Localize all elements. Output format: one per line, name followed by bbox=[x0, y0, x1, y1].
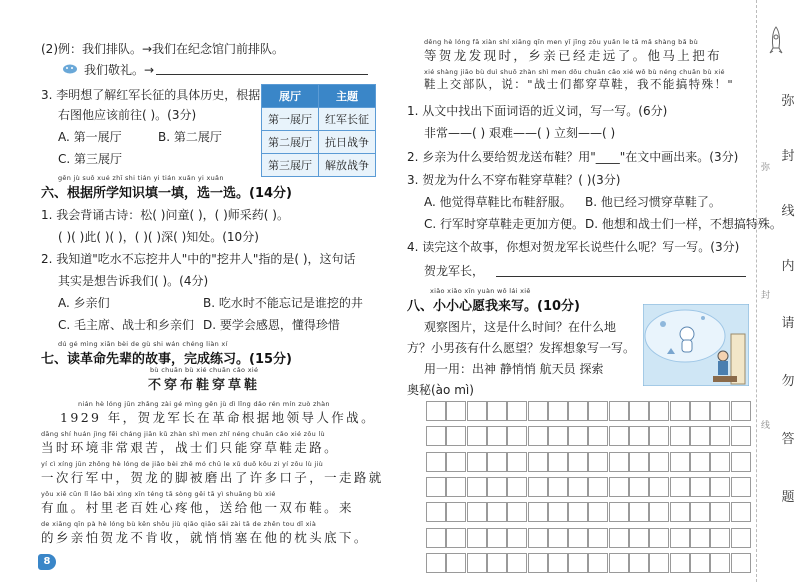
grid-cell[interactable] bbox=[507, 426, 527, 446]
story-pinyin: de xiāng qīn pà hè lóng bù kěn shōu jiù qiāo qiāo sāi zài tā de zhěn tou dǐ xià bbox=[41, 520, 317, 528]
grid-cell[interactable] bbox=[710, 426, 730, 446]
sec6-title: 六、根据所学知识填一填，选一选。(14分) bbox=[41, 186, 292, 201]
table-cell: 第二展厅 bbox=[262, 131, 319, 154]
dream-illustration bbox=[643, 304, 749, 386]
grid-cell[interactable] bbox=[548, 553, 568, 573]
r4-line2: 贺龙军长， bbox=[424, 264, 485, 278]
story-pinyin: dāng shí huán jìng fēi cháng jiān kǔ zhàn shì men zhǐ néng chuān cǎo xié zǒu lù bbox=[41, 430, 325, 438]
table-header: 主题 bbox=[319, 85, 376, 108]
s6q2-line1: 2. 我知道"吃水不忘挖井人"中的"挖井人"指的是( )，这句话 bbox=[41, 252, 356, 266]
grid-cell[interactable] bbox=[467, 477, 487, 497]
grid-cell[interactable] bbox=[507, 502, 527, 522]
grid-cell[interactable] bbox=[710, 502, 730, 522]
r4-line1: 4. 读完这个故事，你想对贺龙军长说些什么呢？写一写。(3分) bbox=[407, 240, 740, 254]
grid-cell[interactable] bbox=[528, 528, 548, 548]
story-line: 一次行军中，贺龙的脚被磨出了许多口子，一走路就 bbox=[41, 470, 384, 485]
sec7-title: 七、读革命先辈的故事，完成练习。(15分) bbox=[41, 352, 292, 367]
grid-cell[interactable] bbox=[467, 528, 487, 548]
q3-line2: 右图他应该前往( )。(3分) bbox=[58, 108, 197, 122]
grid-cell[interactable] bbox=[568, 426, 588, 446]
grid-cell[interactable] bbox=[629, 401, 649, 421]
grid-cell[interactable] bbox=[629, 502, 649, 522]
grid-cell[interactable] bbox=[731, 553, 751, 573]
grid-cell[interactable] bbox=[487, 452, 507, 472]
grid-cell[interactable] bbox=[649, 528, 669, 548]
grid-cell[interactable] bbox=[507, 452, 527, 472]
r1-line1: 1. 从文中找出下面词语的近义词，写一写。(6分) bbox=[407, 104, 668, 118]
grid-cell[interactable] bbox=[528, 477, 548, 497]
grid-cell[interactable] bbox=[426, 528, 446, 548]
answer-line[interactable] bbox=[156, 74, 368, 75]
s6q2-line2: 其实是想告诉我们( )。(4分) bbox=[58, 274, 209, 288]
grid-cell[interactable] bbox=[446, 452, 466, 472]
grid-cell[interactable] bbox=[690, 528, 710, 548]
s8-line1: 观察图片，这是什么时间？在什么地 bbox=[424, 320, 617, 334]
story-line: 1929 年，贺龙军长在革命根据地领导人作战。 bbox=[60, 410, 376, 425]
sec7-pinyin: dú gé mìng xiān bèi de gù shi wán chéng liàn xí bbox=[58, 340, 228, 348]
grid-cell[interactable] bbox=[609, 528, 629, 548]
grid-cell[interactable] bbox=[649, 401, 669, 421]
grid-cell[interactable] bbox=[690, 477, 710, 497]
sec8-title: 八、小小心愿我来写。(10分) bbox=[407, 299, 580, 314]
grid-cell[interactable] bbox=[548, 477, 568, 497]
grid-cell[interactable] bbox=[467, 502, 487, 522]
grid-cell[interactable] bbox=[670, 553, 690, 573]
grid-cell[interactable] bbox=[670, 426, 690, 446]
grid-cell[interactable] bbox=[568, 502, 588, 522]
grid-cell[interactable] bbox=[649, 426, 669, 446]
q2-salute: 我们敬礼。→ bbox=[84, 63, 155, 77]
grid-cell[interactable] bbox=[731, 528, 751, 548]
grid-cell[interactable] bbox=[507, 553, 527, 573]
q2-example: (2)例：我们排队。→我们在纪念馆门前排队。 bbox=[41, 42, 285, 56]
grid-cell[interactable] bbox=[548, 528, 568, 548]
grid-cell[interactable] bbox=[588, 528, 608, 548]
grid-cell[interactable] bbox=[568, 553, 588, 573]
spine-char: 请 bbox=[781, 316, 795, 331]
grid-cell[interactable] bbox=[690, 401, 710, 421]
grid-cell[interactable] bbox=[710, 528, 730, 548]
grid-cell[interactable] bbox=[731, 401, 751, 421]
grid-cell[interactable] bbox=[629, 528, 649, 548]
grid-cell[interactable] bbox=[467, 452, 487, 472]
grid-cell[interactable] bbox=[487, 528, 507, 548]
r3-line1: 3. 贺龙为什么不穿布鞋穿草鞋？( )(3分) bbox=[407, 173, 621, 187]
grid-cell[interactable] bbox=[670, 528, 690, 548]
grid-cell[interactable] bbox=[588, 502, 608, 522]
spine-char: 弥 bbox=[781, 94, 795, 109]
story-title-pinyin: bù chuān bù xié chuān cǎo xié bbox=[150, 366, 259, 374]
grid-cell[interactable] bbox=[690, 553, 710, 573]
table-cell: 抗日战争 bbox=[319, 131, 376, 154]
grid-cell[interactable] bbox=[588, 477, 608, 497]
table-cell: 解放战争 bbox=[319, 154, 376, 177]
grid-cell[interactable] bbox=[609, 553, 629, 573]
grid-cell[interactable] bbox=[507, 401, 527, 421]
grid-cell[interactable] bbox=[670, 401, 690, 421]
q3-option-a[interactable]: A. 第一展厅 bbox=[58, 130, 122, 144]
grid-cell[interactable] bbox=[649, 502, 669, 522]
grid-cell[interactable] bbox=[467, 553, 487, 573]
grid-cell[interactable] bbox=[528, 502, 548, 522]
grid-cell[interactable] bbox=[670, 452, 690, 472]
grid-cell[interactable] bbox=[690, 502, 710, 522]
story-line: 等贺龙发现时，乡亲已经走远了。他马上把布 bbox=[424, 48, 723, 63]
s6q2-option-c[interactable]: C. 毛主席、战士和乡亲们 bbox=[58, 318, 195, 332]
grid-cell[interactable] bbox=[670, 477, 690, 497]
grid-cell[interactable] bbox=[446, 553, 466, 573]
s8-line4: 奥秘(ào mì) bbox=[407, 383, 474, 397]
grid-cell[interactable] bbox=[629, 426, 649, 446]
spine-small-char: 线 bbox=[761, 421, 771, 431]
grid-cell[interactable] bbox=[507, 477, 527, 497]
q3-line1: 3. 李明想了解红军长征的具体历史，根据 bbox=[41, 88, 261, 102]
grid-cell[interactable] bbox=[670, 502, 690, 522]
q3-option-b[interactable]: B. 第二展厅 bbox=[158, 130, 222, 144]
grid-cell[interactable] bbox=[426, 553, 446, 573]
r3-option-b[interactable]: B. 他已经习惯穿草鞋了。 bbox=[585, 195, 721, 209]
exhibition-hall-table bbox=[261, 84, 376, 177]
spine-char: 线 bbox=[781, 204, 795, 219]
rocket-icon bbox=[769, 26, 783, 54]
story-pinyin: yǒu xiě cūn lǐ lǎo bǎi xìng xīn téng tā sòng gěi tā yì shuāng bù xié bbox=[41, 490, 276, 498]
r3-option-a[interactable]: A. 他觉得草鞋比布鞋舒服。 bbox=[424, 195, 572, 209]
grid-cell[interactable] bbox=[568, 528, 588, 548]
grid-cell[interactable] bbox=[446, 502, 466, 522]
grid-cell[interactable] bbox=[710, 401, 730, 421]
answer-line[interactable] bbox=[496, 276, 746, 277]
grid-cell[interactable] bbox=[487, 502, 507, 522]
spine-char: 内 bbox=[781, 259, 795, 274]
grid-cell[interactable] bbox=[487, 426, 507, 446]
spine-small-char: 弥 bbox=[761, 163, 771, 173]
grid-cell[interactable] bbox=[609, 502, 629, 522]
grid-cell[interactable] bbox=[710, 553, 730, 573]
grid-cell[interactable] bbox=[609, 477, 629, 497]
grid-cell[interactable] bbox=[548, 426, 568, 446]
s6q2-option-d[interactable]: D. 要学会感恩，懂得珍惜 bbox=[203, 318, 340, 332]
grid-cell[interactable] bbox=[548, 452, 568, 472]
story-line: 鞋上交部队，说："战士们都穿草鞋，我不能搞特殊！" bbox=[424, 77, 735, 91]
table-cell: 第一展厅 bbox=[262, 108, 319, 131]
grid-cell[interactable] bbox=[426, 426, 446, 446]
grid-cell[interactable] bbox=[528, 553, 548, 573]
s8-line3: 用一用：出神 静悄悄 航天员 探索 bbox=[424, 362, 604, 376]
grid-cell[interactable] bbox=[588, 401, 608, 421]
grid-cell[interactable] bbox=[609, 426, 629, 446]
r3-option-c[interactable]: C. 行军时穿草鞋走更加方便。 bbox=[424, 217, 585, 231]
sec8-pinyin: xiǎo xiǎo xīn yuàn wǒ lái xiě bbox=[430, 287, 531, 295]
grid-cell[interactable] bbox=[629, 477, 649, 497]
grid-cell[interactable] bbox=[446, 401, 466, 421]
grid-cell[interactable] bbox=[731, 477, 751, 497]
s6q2-option-b[interactable]: B. 吃水时不能忘记是谁挖的井 bbox=[203, 296, 363, 310]
grid-cell[interactable] bbox=[426, 502, 446, 522]
grid-cell[interactable] bbox=[649, 477, 669, 497]
sec6-pinyin: gēn jù suǒ xué zhī shi tián yi tián xuǎn yi xuǎn bbox=[58, 174, 224, 182]
grid-cell[interactable] bbox=[731, 426, 751, 446]
grid-cell[interactable] bbox=[710, 477, 730, 497]
grid-cell[interactable] bbox=[710, 452, 730, 472]
grid-cell[interactable] bbox=[528, 452, 548, 472]
story-pinyin: yí cì xíng jūn zhōng hè lóng de jiǎo bèi zhē mó chū le xǔ duō kǒu zi yí zǒu lù jiù bbox=[41, 460, 324, 468]
grid-cell[interactable] bbox=[446, 477, 466, 497]
story-line: 当时环境非常艰苦，战士们只能穿草鞋走路。 bbox=[41, 440, 340, 455]
grid-cell[interactable] bbox=[588, 452, 608, 472]
grid-cell[interactable] bbox=[426, 452, 446, 472]
r2: 2. 乡亲为什么要给贺龙送布鞋？用"____"在文中画出来。(3分) bbox=[407, 150, 739, 164]
grid-cell[interactable] bbox=[507, 528, 527, 548]
grid-cell[interactable] bbox=[528, 426, 548, 446]
spine-small-char: 封 bbox=[761, 291, 771, 301]
grid-cell[interactable] bbox=[588, 553, 608, 573]
grid-cell[interactable] bbox=[446, 426, 466, 446]
grid-cell[interactable] bbox=[731, 452, 751, 472]
spine-char: 勿 bbox=[781, 374, 795, 389]
grid-cell[interactable] bbox=[426, 477, 446, 497]
page-number: 8 bbox=[38, 554, 56, 570]
grid-cell[interactable] bbox=[487, 401, 507, 421]
table-header: 展厅 bbox=[262, 85, 319, 108]
salute-icon bbox=[62, 59, 78, 71]
grid-cell[interactable] bbox=[426, 401, 446, 421]
grid-cell[interactable] bbox=[609, 401, 629, 421]
s6q1-line1: 1. 我会背诵古诗：松( )问童( )，( )师采药( )。 bbox=[41, 208, 289, 222]
story-pinyin: xié shàng jiāo bù duì shuō zhàn shì men dōu chuān cǎo xié wǒ bù néng chuān bù xié bbox=[424, 68, 725, 76]
grid-cell[interactable] bbox=[548, 502, 568, 522]
grid-cell[interactable] bbox=[568, 477, 588, 497]
s6q2-option-a[interactable]: A. 乡亲们 bbox=[58, 296, 110, 310]
grid-cell[interactable] bbox=[629, 553, 649, 573]
story-pinyin: nián hè lóng jūn zhǎng zài gé mìng gēn jù dì lǐng dǎo rén mín zuò zhàn bbox=[78, 400, 330, 408]
grid-cell[interactable] bbox=[487, 553, 507, 573]
r1-line2: 非常——( ) 艰难——( ) 立刻——( ) bbox=[424, 126, 616, 140]
grid-cell[interactable] bbox=[467, 401, 487, 421]
grid-cell[interactable] bbox=[548, 401, 568, 421]
grid-cell[interactable] bbox=[446, 528, 466, 548]
grid-cell[interactable] bbox=[609, 452, 629, 472]
grid-cell[interactable] bbox=[731, 502, 751, 522]
grid-cell[interactable] bbox=[528, 401, 548, 421]
spine-char: 封 bbox=[781, 149, 795, 164]
story-pinyin: děng hè lóng fā xiàn shí xiāng qīn men yǐ jīng zǒu yuǎn le tā mǎ shàng bǎ bù bbox=[424, 38, 699, 46]
story-line: 有血。村里老百姓心疼他，送给他一双布鞋。来 bbox=[41, 500, 354, 515]
q3-option-c[interactable]: C. 第三展厅 bbox=[58, 152, 123, 166]
grid-cell[interactable] bbox=[690, 452, 710, 472]
table-cell: 红军长征 bbox=[319, 108, 376, 131]
story-title: 不穿布鞋穿草鞋 bbox=[148, 378, 261, 393]
grid-cell[interactable] bbox=[629, 452, 649, 472]
table-cell: 第三展厅 bbox=[262, 154, 319, 177]
r3-option-d[interactable]: D. 他想和战士们一样，不想搞特殊。 bbox=[585, 217, 782, 231]
grid-cell[interactable] bbox=[467, 426, 487, 446]
spine-char: 答 bbox=[781, 432, 795, 447]
grid-cell[interactable] bbox=[568, 401, 588, 421]
grid-cell[interactable] bbox=[649, 452, 669, 472]
spine-char: 题 bbox=[781, 490, 795, 505]
grid-cell[interactable] bbox=[690, 426, 710, 446]
s6q1-line2: ( )( )此( )( )，( )( )深( )知处。(10分) bbox=[58, 230, 259, 244]
grid-cell[interactable] bbox=[568, 452, 588, 472]
grid-cell[interactable] bbox=[588, 426, 608, 446]
grid-cell[interactable] bbox=[487, 477, 507, 497]
s8-line2: 方？小男孩有什么愿望？发挥想象写一写。 bbox=[407, 341, 636, 355]
grid-cell[interactable] bbox=[649, 553, 669, 573]
story-line: 的乡亲怕贺龙不肯收，就悄悄塞在他的枕头底下。 bbox=[41, 530, 369, 545]
